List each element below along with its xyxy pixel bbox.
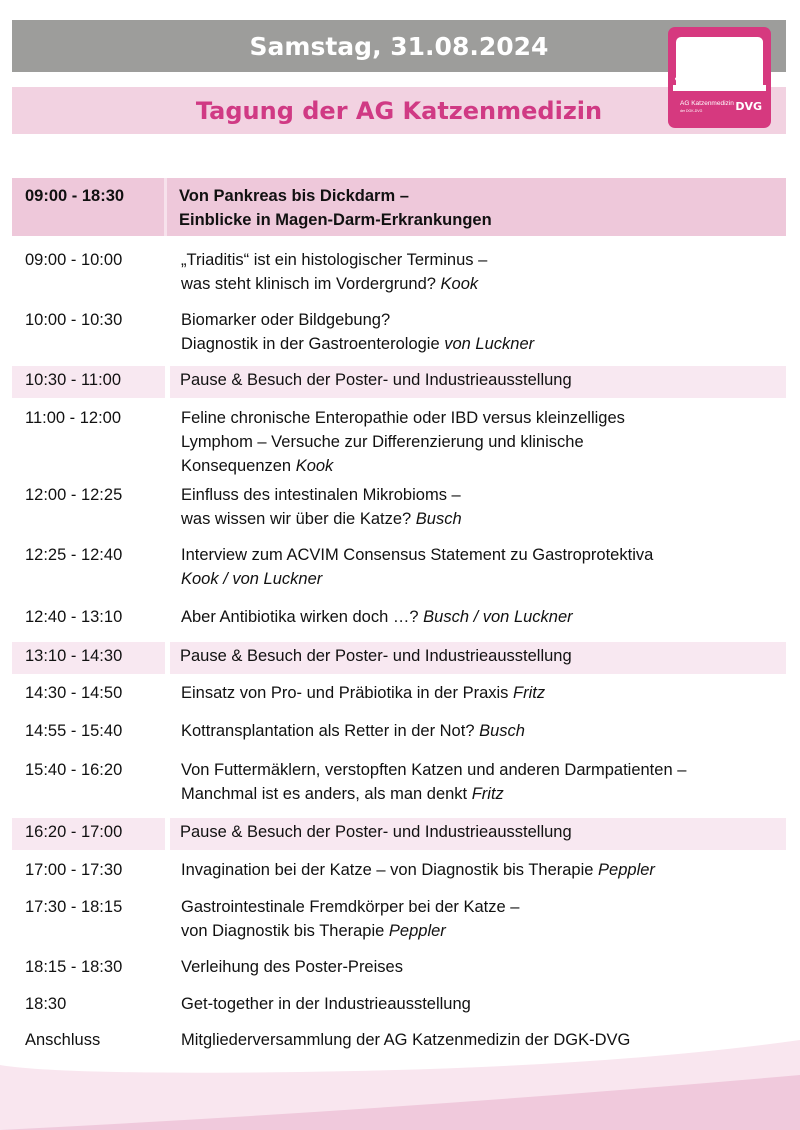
description-line-1 [181,895,786,919]
description-text: Lymphom – Versuche zur Differenzierung und klinische [181,433,584,451]
description-line-2 [181,332,786,356]
program-row [12,605,786,629]
program-time: 10:30 - 11:00 [12,366,165,398]
description-text: Konsequenzen [181,457,296,475]
description-line-1 [180,644,786,668]
program-description [170,366,786,398]
speaker-name: Kook [440,275,479,293]
dvg-brand: DVG [735,100,762,113]
description-text: Einsatz von Pro- und Präbiotika in der Praxis [181,684,513,702]
program-description [166,992,786,1016]
program-time: Anschluss [25,1031,101,1049]
speaker-name: von Luckner [444,335,535,353]
event-subtitle: Tagung der AG Katzenmedizin [195,96,603,125]
logo-subtext: der DGK-DVG [680,109,703,113]
date-title: Samstag, 31.08.2024 [249,31,549,61]
description-text: Interview zum ACVIM Consensus Statement zu Gastroprotektiva [181,546,654,564]
speaker-name: Fritz [513,684,546,702]
logo-name: AG Katzenmedizin [680,100,734,107]
description-line-1 [181,992,786,1016]
description-text: Pause & Besuch der Poster- und Industrieausstellung [180,647,572,665]
program-row [12,758,786,806]
session-title-line1: Von Pankreas bis Dickdarm – [179,187,409,205]
speaker-name: Peppler [388,922,446,940]
speaker-name: Peppler [598,861,655,879]
session-time: 09:00 - 18:30 [12,178,167,236]
program-time: 17:30 - 18:15 [25,898,123,916]
description-text: Pause & Besuch der Poster- und Industrieausstellung [180,823,572,841]
program-description [166,955,786,979]
description-text: Feline chronische Enteropathie oder IBD versus kleinzelliges [181,409,625,427]
program-description [166,406,786,478]
program-description [166,308,786,356]
cats-silhouette-icon [673,65,766,91]
description-text: Get-together in der Industrieausstellung [181,995,471,1013]
description-text: Gastrointestinale Fremdkörper bei der Katze – [181,898,520,916]
description-line-2 [181,567,786,591]
description-text: was wissen wir über die Katze? [181,510,416,528]
description-line-1 [181,605,786,629]
session-title-line2: Einblicke in Magen-Darm-Erkrankungen [179,211,492,229]
description-line-3 [181,454,786,478]
description-line-1 [181,406,786,430]
program-time: 18:15 - 18:30 [25,958,123,976]
program-description [166,483,786,531]
description-line-1 [181,719,786,743]
description-line-1 [181,248,786,272]
program-description [166,758,786,806]
program-row [12,308,786,356]
pause-row [12,818,786,850]
description-text: Biomarker oder Bildgebung? [181,311,391,329]
session-title [167,178,786,236]
program-time: 12:25 - 12:40 [25,546,123,564]
speaker-name: Busch [415,510,462,528]
description-text: Einfluss des intestinalen Mikrobioms – [181,486,461,504]
description-text: Diagnostik in der Gastroenterologie [181,335,445,353]
description-text: Von Futtermäklern, verstopften Katzen und anderen Darmpatienten – [181,761,687,779]
program-description [166,543,786,591]
program-row [12,992,786,1016]
program-description [166,858,786,882]
description-line-2 [181,272,786,296]
description-text: Verleihung des Poster-Preises [181,958,403,976]
description-line-1 [181,955,786,979]
program-time: 16:20 - 17:00 [12,818,165,850]
program-time: 11:00 - 12:00 [25,409,122,427]
program-time: 13:10 - 14:30 [12,642,165,674]
program-description [166,605,786,629]
description-text: Pause & Besuch der Poster- und Industrieausstellung [180,371,572,389]
program-row [12,719,786,743]
description-line-1 [181,308,786,332]
program-description [170,818,786,850]
program-time: 10:00 - 10:30 [25,311,123,329]
program-row [12,248,786,296]
description-text: Invagination bei der Katze – von Diagnostik bis Therapie [181,861,599,879]
program-row [12,955,786,979]
speaker-name: Kook [295,457,334,475]
program-time: 15:40 - 16:20 [25,761,123,779]
ag-katzenmedizin-logo [668,27,771,128]
description-text: was steht klinisch im Vordergrund? [181,275,441,293]
description-line-2 [181,507,786,531]
program-description [166,248,786,296]
description-line-2 [181,782,786,806]
description-line-1 [180,820,786,844]
program-row [12,681,786,705]
program-time: 12:00 - 12:25 [25,486,123,504]
description-line-1 [181,483,786,507]
speaker-name: Kook / von Luckner [181,570,323,588]
description-text: Aber Antibiotika wirken doch …? [181,608,424,626]
description-text: „Triaditis“ ist ein histologischer Terminus – [181,251,488,269]
description-line-1 [180,368,786,392]
description-line-1 [181,681,786,705]
speaker-name: Busch [479,722,525,740]
program-row [12,895,786,943]
description-text: Mitgliederversammlung der AG Katzenmedizin der DGK-DVG [181,1031,631,1049]
program-description [166,895,786,943]
speaker-name: Fritz [471,785,504,803]
program-time: 12:40 - 13:10 [25,608,123,626]
program-time: 14:30 - 14:50 [25,684,123,702]
decorative-wave [0,1040,800,1130]
program-description [166,681,786,705]
description-line-1 [181,858,786,882]
program-row [12,543,786,591]
description-line-2 [181,430,786,454]
description-text: von Diagnostik bis Therapie [181,922,389,940]
program-description [166,719,786,743]
pause-row [12,366,786,398]
description-line-2 [181,919,786,943]
description-line-1 [181,543,786,567]
speaker-name: Busch / von Luckner [423,608,573,626]
program-row [12,406,786,478]
description-text: Manchmal ist es anders, als man denkt [181,785,472,803]
program-time: 09:00 - 10:00 [25,251,123,269]
pause-row [12,642,786,674]
program-time: 17:00 - 17:30 [25,861,123,879]
description-text: Kottransplantation als Retter in der Not? [181,722,480,740]
program-description [170,642,786,674]
program-schedule [12,178,786,1049]
program-time: 18:30 [25,995,67,1013]
program-row [12,858,786,882]
session-header-row [12,178,786,236]
program-row [12,483,786,531]
description-line-1 [181,758,786,782]
program-time: 14:55 - 15:40 [25,722,123,740]
